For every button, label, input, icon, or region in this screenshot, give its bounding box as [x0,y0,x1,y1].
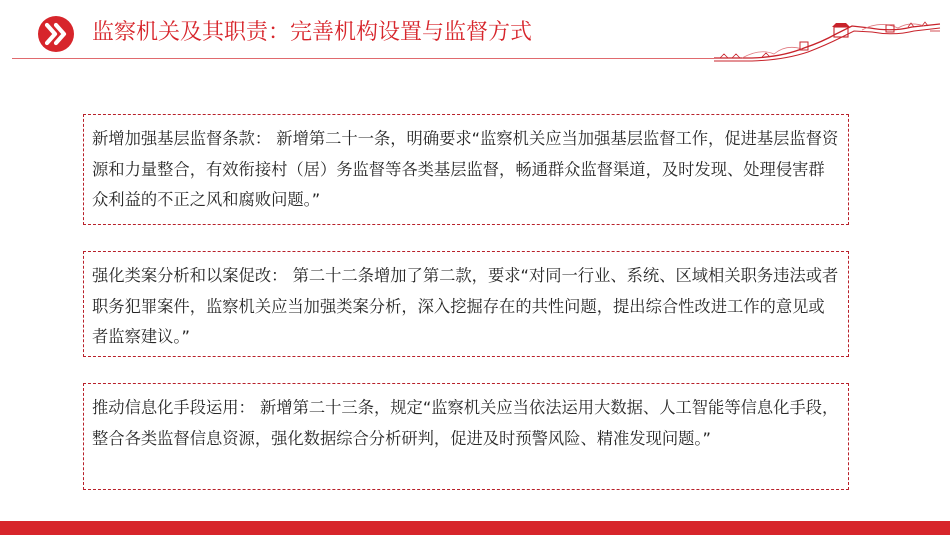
card-text [92,393,840,454]
card-grassroots-supervision [83,114,849,225]
card-text [92,261,840,353]
card-text [92,124,840,216]
great-wall-icon [712,18,942,62]
page-title: 监察机关及其职责：完善机构设置与监督方式 [92,20,533,45]
card-body: 第二十二条增加了第二款，要求“对同一行业、系统、区域相关职务违法或者职务犯罪案件，监察机关应当加强类案分析，深入挖掘存在的共性问题，提出综合性改进工作的意见或者监察建议。” [92,266,839,346]
card-heading: 推动信息化手段运用： [92,398,255,417]
header-divider [12,58,714,59]
card-heading: 强化类案分析和以案促改： [92,266,288,285]
card-heading: 新增加强基层监督条款： [92,129,272,148]
card-body: 新增第二十一条，明确要求“监察机关应当加强基层监督工作，促进基层监督资源和力量整合，有效衔接村（居）务监督等各类基层监督，畅通群众监督渠道，及时发现、处理侵害群众利益的不正之风和腐败问题。” [92,129,839,209]
card-informatization [83,383,849,490]
card-body: 新增第二十三条，规定“监察机关应当依法运用大数据、人工智能等信息化手段，整合各类监督信息资源，强化数据综合分析研判，促进及时预警风险、精准发现问题。” [92,398,839,448]
card-case-analysis [83,251,849,357]
footer-bar [0,521,950,535]
double-chevron-right-icon [38,16,74,52]
